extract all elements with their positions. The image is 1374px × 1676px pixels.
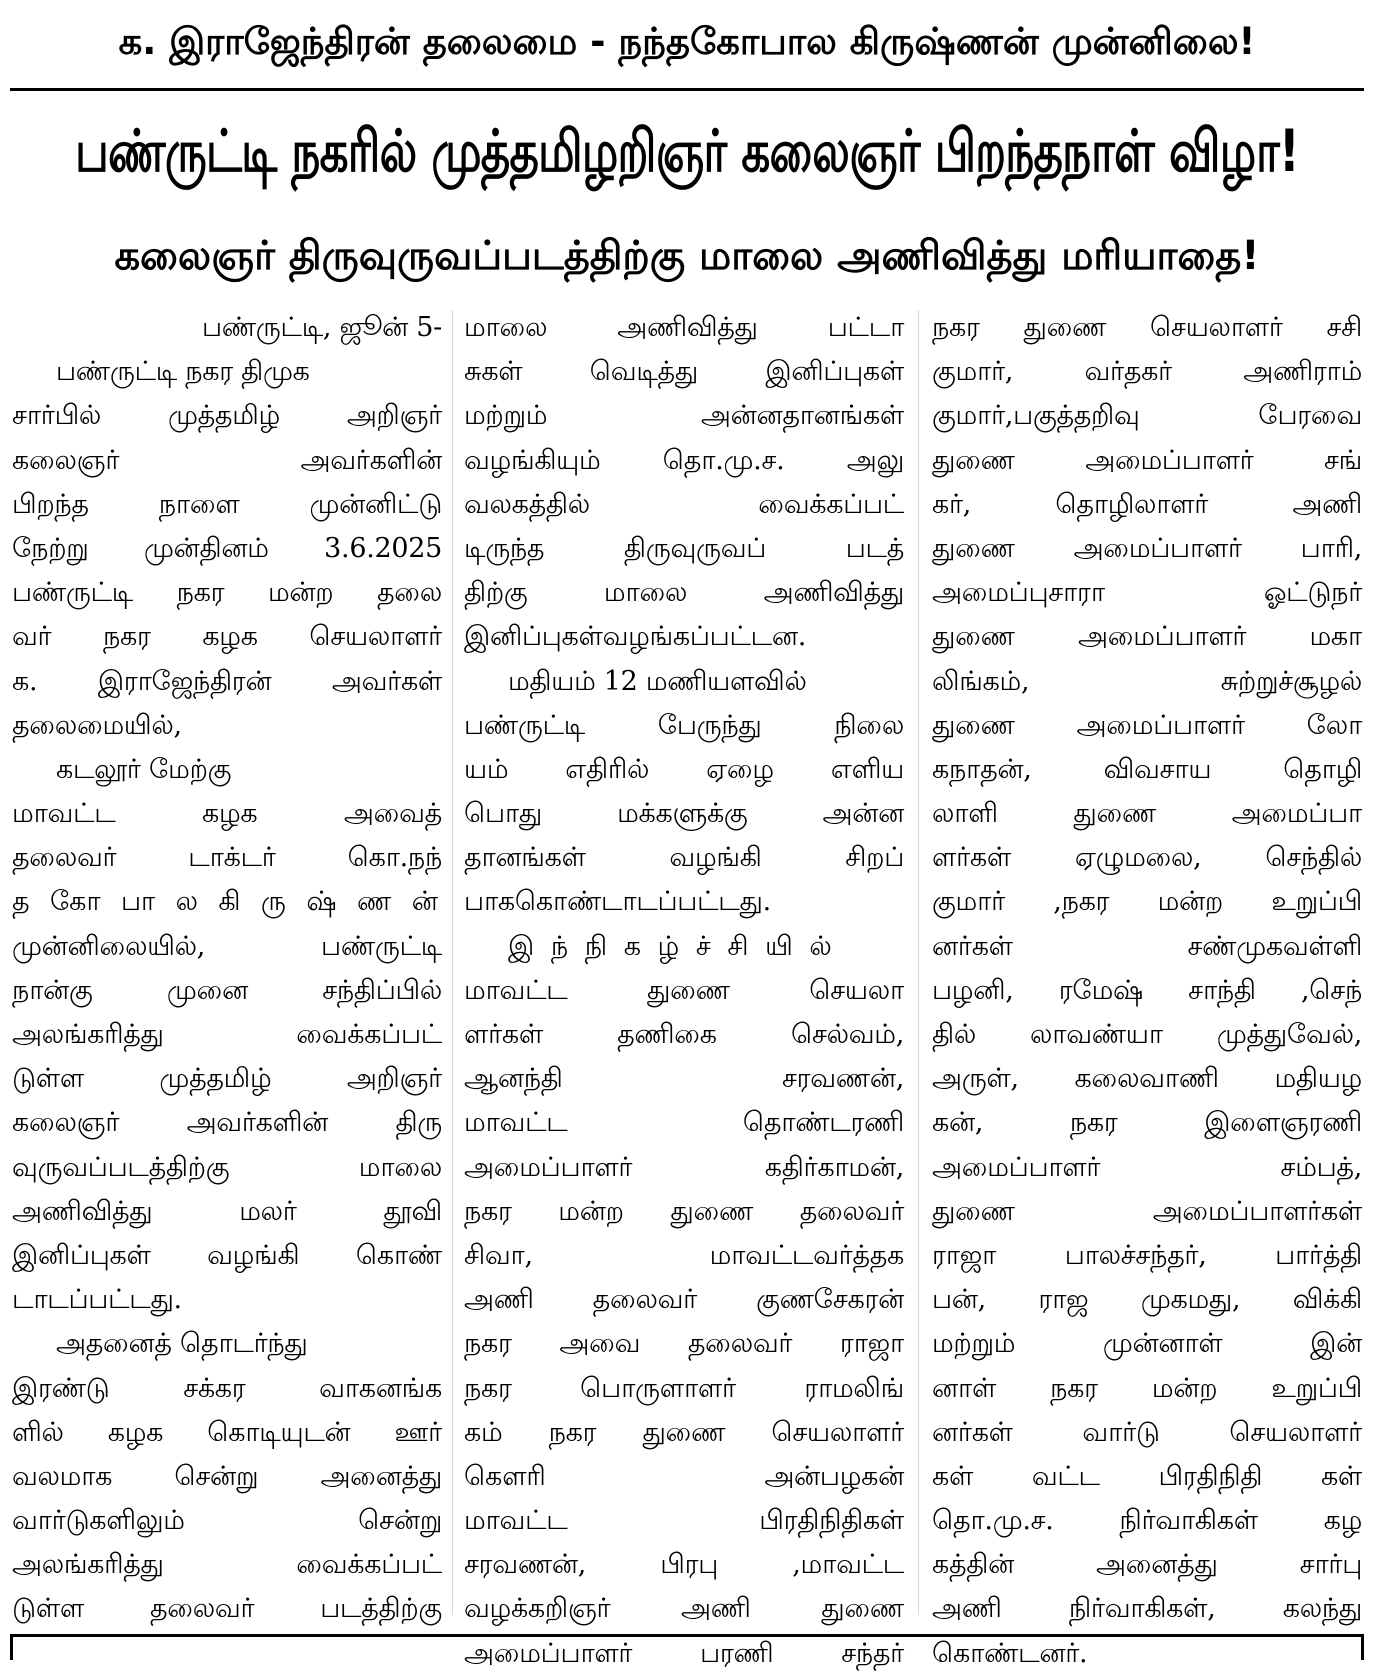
article-line: கௌரி அன்பழகன் — [464, 1460, 904, 1492]
article-line: பன், ராஜ முகமது, விக்கி — [932, 1284, 1362, 1316]
article-line: கலைஞர் அவர்களின் — [12, 444, 442, 476]
article-line: பண்ருட்டி நகர மன்ற தலை — [12, 577, 442, 609]
article-line: சுகள் வெடித்து இனிப்புகள் — [464, 356, 904, 388]
article-line: கன், நகர இளைஞரணி — [932, 1107, 1362, 1139]
kicker-headline: க. இராஜேந்திரன் தலைமை - நந்தகோபால கிருஷ்ணன் முன்னிலை! — [10, 0, 1364, 91]
article-line: நகர மன்ற துணை தலைவர் — [464, 1195, 904, 1227]
article-line: கம் நகர துணை செயலாளர் — [464, 1416, 904, 1448]
article-line: திற்கு மாலை அணிவித்து — [464, 577, 904, 609]
article-line: லிங்கம், சுற்றுச்சூழல் — [932, 665, 1362, 697]
article-column-3 — [932, 306, 1362, 1669]
article-line: கலைஞர் அவர்களின் திரு — [12, 1107, 442, 1139]
article-column-1 — [12, 306, 442, 1626]
article-line: அமைப்புசாரா ஓட்டுநர் — [932, 577, 1362, 609]
article-line: தில் லாவண்யா முத்துவேல், — [932, 1019, 1362, 1050]
column-divider — [918, 310, 919, 1615]
article-line: வலகத்தில் வைக்கப்பட் — [464, 488, 904, 520]
article-line: நகர அவை தலைவர் ராஜா — [464, 1328, 904, 1360]
article-line: டுள்ள முத்தமிழ் அறிஞர் — [12, 1063, 442, 1095]
article-line: டிருந்த திருவுருவப் படத் — [464, 532, 904, 564]
article-line: கநாதன், விவசாய தொழி — [932, 753, 1362, 785]
article-line: இ ந் நி க ழ் ச் சி யி ல் — [508, 930, 836, 962]
article-line: மாவட்ட துணை செயலா — [464, 974, 904, 1006]
article-line: அணி நிர்வாகிகள், கலந்து — [932, 1593, 1362, 1625]
article-line: சார்பில் முத்தமிழ் அறிஞர் — [12, 400, 442, 432]
sub-headline: கலைஞர் திருவுருவப்படத்திற்கு மாலை அணிவித்து மரியாதை! — [114, 232, 1260, 279]
article-line: பழனி, ரமேஷ் சாந்தி ,செந் — [932, 974, 1362, 1006]
article-line: பண்ருட்டி, ஜூன் 5- — [201, 312, 442, 343]
article-line: வலமாக சென்று அனைத்து — [12, 1460, 442, 1492]
article-line: தானங்கள் வழங்கி சிறப் — [464, 842, 904, 874]
article-line: இனிப்புகள்வழங்கப்பட்டன. — [464, 621, 806, 653]
article-line: மாவட்ட தொண்டரணி — [464, 1107, 904, 1139]
article-line: கத்தின் அனைத்து சார்பு — [932, 1549, 1362, 1581]
article-line: டுள்ள தலைவர் படத்திற்கு — [12, 1593, 442, 1625]
article-line: நான்கு முனை சந்திப்பில் — [12, 974, 442, 1006]
article-line: சரவணன், பிரபு ,மாவட்ட — [464, 1549, 904, 1581]
article-line: நகர பொருளாளர் ராமலிங் — [464, 1372, 904, 1404]
article-line: அணி தலைவர் குணசேகரன் — [464, 1284, 904, 1316]
article-line: ளர்கள் ஏழுமலை, செந்தில் — [932, 842, 1362, 874]
article-line: நகர துணை செயலாளர் சசி — [932, 312, 1362, 343]
bottom-border — [10, 1634, 1364, 1660]
article-line: வழக்கறிஞர் அணி துணை — [464, 1593, 904, 1625]
article-line: துணை அமைப்பாளர் சங் — [932, 444, 1362, 476]
article-line: க. இராஜேந்திரன் அவர்கள் — [12, 665, 442, 697]
article-line: துணை அமைப்பாளர் பாரி, — [932, 532, 1362, 564]
article-line: வர் நகர கழக செயலாளர் — [12, 621, 442, 653]
main-headline: பண்ருட்டி நகரில் முத்தமிழறிஞர் கலைஞர் பிறந்தநாள் விழா! — [75, 117, 1299, 185]
article-line: துணை அமைப்பாளர் மகா — [932, 621, 1362, 653]
article-line: த கோ பா ல கி ரு ஷ் ண ன் — [12, 886, 442, 918]
article-line: கர், தொழிலாளர் அணி — [932, 488, 1362, 520]
article-line: இனிப்புகள் வழங்கி கொண் — [12, 1239, 442, 1271]
article-line: டாடப்பட்டது. — [12, 1284, 182, 1316]
article-line: அதனைத் தொடர்ந்து — [56, 1328, 308, 1360]
article-line: துணை அமைப்பாளர்கள் — [932, 1195, 1362, 1227]
column-divider — [452, 310, 453, 1615]
article-line: அலங்கரித்து வைக்கப்பட் — [12, 1019, 442, 1050]
article-line: பாககொண்டாடப்பட்டது. — [464, 886, 771, 918]
article-line: ளில் கழக கொடியுடன் ஊர் — [12, 1416, 442, 1448]
article-line: மாலை அணிவித்து பட்டா — [464, 312, 904, 343]
article-line: ளர்கள் தணிகை செல்வம், — [464, 1019, 904, 1050]
article-line: வழங்கியும் தொ.மு.ச. அலு — [464, 444, 904, 476]
article-line: கடலூர் மேற்கு — [56, 753, 232, 785]
article-line: அருள், கலைவாணி மதியழ — [932, 1063, 1362, 1095]
article-line: அமைப்பாளர் கதிர்காமன், — [464, 1151, 904, 1183]
article-line: துணை அமைப்பாளர் லோ — [932, 709, 1362, 741]
article-line: வார்டுகளிலும் சென்று — [12, 1505, 442, 1537]
article-line: அணிவித்து மலர் தூவி — [12, 1195, 442, 1227]
article-line: னர்கள் வார்டு செயலாளர் — [932, 1416, 1362, 1448]
article-line: மதியம் 12 மணியளவில் — [508, 665, 807, 697]
article-line: கொண்டனர். — [932, 1637, 1088, 1669]
article-line: நேற்று முன்தினம் 3.6.2025 — [12, 532, 442, 564]
article-line: வுருவப்படத்திற்கு மாலை — [12, 1151, 442, 1183]
article-line: குமார் ,நகர மன்ற உறுப்பி — [932, 886, 1362, 918]
article-line: தலைமையில், — [12, 709, 182, 741]
article-line: கள் வட்ட பிரதிநிதி கள் — [932, 1460, 1362, 1492]
article-line: ராஜா பாலச்சந்தர், பார்த்தி — [932, 1239, 1362, 1271]
article-line: முன்னிலையில், பண்ருட்டி — [12, 930, 442, 962]
article-line: குமார்,பகுத்தறிவு பேரவை — [932, 400, 1362, 432]
article-line: இரண்டு சக்கர வாகனங்க — [12, 1372, 442, 1404]
article-line: பண்ருட்டி பேருந்து நிலை — [464, 709, 904, 741]
article-line: னர்கள் சண்முகவள்ளி — [932, 930, 1362, 962]
article-line: அலங்கரித்து வைக்கப்பட் — [12, 1549, 442, 1581]
article-line: அமைப்பாளர் பரணி சந்தர் — [464, 1637, 904, 1669]
article-line: சிவா, மாவட்டவர்த்தக — [464, 1239, 904, 1271]
article-line: மற்றும் முன்னாள் இன் — [932, 1328, 1362, 1360]
article-line: மாவட்ட பிரதிநிதிகள் — [464, 1505, 904, 1537]
article-line: அமைப்பாளர் சம்பத், — [932, 1151, 1362, 1183]
article-line: பொது மக்களுக்கு அன்ன — [464, 798, 904, 830]
article-line: யம் எதிரில் ஏழை எளிய — [464, 753, 904, 785]
article-line: குமார், வர்தகர் அணிராம் — [932, 356, 1362, 388]
article-line: தலைவர் டாக்டர் கொ.நந் — [12, 842, 442, 874]
article-line: பிறந்த நாளை முன்னிட்டு — [12, 488, 442, 520]
article-line: ஆனந்தி சரவணன், — [464, 1063, 904, 1095]
article-line: மாவட்ட கழக அவைத் — [12, 798, 442, 830]
article-line: பண்ருட்டி நகர திமுக — [56, 356, 310, 388]
article-line: லாளி துணை அமைப்பா — [932, 798, 1362, 830]
article-line: தொ.மு.ச. நிர்வாகிகள் கழ — [932, 1505, 1362, 1537]
article-column-2 — [464, 306, 904, 1669]
article-line: னாள் நகர மன்ற உறுப்பி — [932, 1372, 1362, 1404]
article-line: மற்றும் அன்னதானங்கள் — [464, 400, 904, 432]
